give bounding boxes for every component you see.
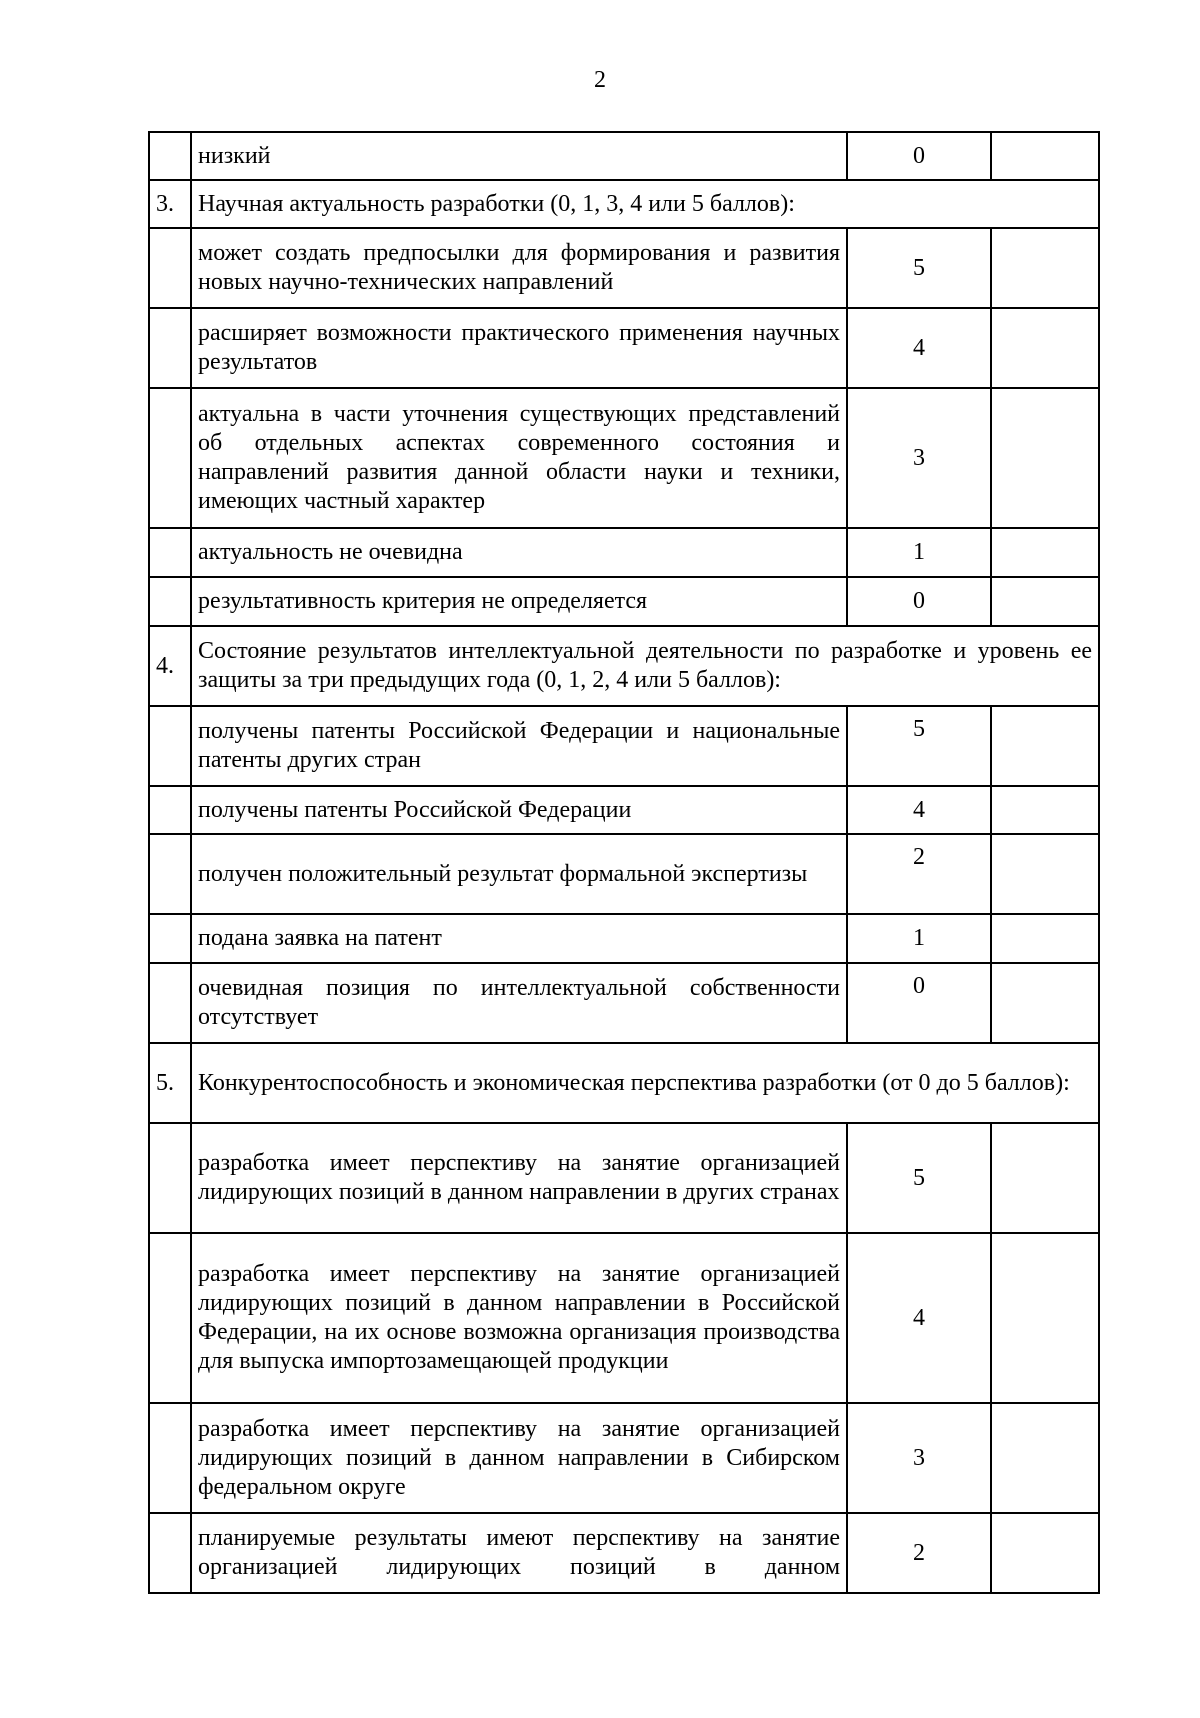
criterion-text: актуальна в части уточнения существующих представлений об отдельных аспектах современного состояния и направлений развития данной области науки и техники, имеющих частный характер xyxy=(191,388,847,528)
table-row xyxy=(149,786,1099,834)
points-cell: 3 xyxy=(847,1403,991,1513)
table-row xyxy=(149,577,1099,626)
section-title: Состояние результатов интеллектуальной деятельности по разработке и уровень ее защиты за три предыдущих года (0, 1, 2, 4 или 5 баллов): xyxy=(191,626,1099,706)
table-row xyxy=(149,963,1099,1043)
score-cell xyxy=(991,786,1099,834)
points-cell: 3 xyxy=(847,388,991,528)
score-cell xyxy=(991,1513,1099,1593)
page-number: 2 xyxy=(594,67,606,93)
table-row xyxy=(149,834,1099,914)
table-row xyxy=(149,1513,1099,1593)
score-cell xyxy=(991,577,1099,626)
section-header-row xyxy=(149,626,1099,706)
points-cell: 1 xyxy=(847,528,991,577)
points-cell: 0 xyxy=(847,132,991,180)
criterion-text: разработка имеет перспективу на занятие организацией лидирующих позиций в данном направлении в Российской Федерации, на их основе возможна организация производства для выпуска импортозамещающей продукции xyxy=(191,1233,847,1403)
criterion-text: актуальность не очевидна xyxy=(191,528,847,577)
points-cell: 1 xyxy=(847,914,991,963)
criterion-text: получены патенты Российской Федерации и национальные патенты других стран xyxy=(191,706,847,786)
criterion-text: получен положительный результат формальной экспертизы xyxy=(191,834,847,914)
score-cell xyxy=(991,388,1099,528)
table-row xyxy=(149,914,1099,963)
points-cell: 4 xyxy=(847,1233,991,1403)
points-cell: 4 xyxy=(847,786,991,834)
points-cell: 2 xyxy=(847,1513,991,1593)
score-cell xyxy=(991,914,1099,963)
criterion-text: расширяет возможности практического применения научных результатов xyxy=(191,308,847,388)
criterion-text: подана заявка на патент xyxy=(191,914,847,963)
score-cell xyxy=(991,132,1099,180)
points-cell: 0 xyxy=(847,963,991,1043)
criteria-table xyxy=(148,131,1100,1594)
score-cell xyxy=(991,834,1099,914)
criterion-text: низкий xyxy=(191,132,847,180)
table-row xyxy=(149,1403,1099,1513)
criterion-text: получены патенты Российской Федерации xyxy=(191,786,847,834)
section-number: 3. xyxy=(149,180,191,228)
criterion-text: разработка имеет перспективу на занятие организацией лидирующих позиций в данном направлении в Сибирском федеральном округе xyxy=(191,1403,847,1513)
table-row xyxy=(149,388,1099,528)
table-row xyxy=(149,706,1099,786)
table-row xyxy=(149,528,1099,577)
score-cell xyxy=(991,528,1099,577)
points-cell: 5 xyxy=(847,706,991,786)
points-cell: 5 xyxy=(847,228,991,308)
section-number: 5. xyxy=(149,1043,191,1123)
criterion-text: может создать предпосылки для формирования и развития новых научно-технических направлений xyxy=(191,228,847,308)
score-cell xyxy=(991,1123,1099,1233)
section-title: Научная актуальность разработки (0, 1, 3, 4 или 5 баллов): xyxy=(191,180,1099,228)
criterion-text: планируемые результаты имеют перспективу на занятие организацией лидирующих позиций в данном xyxy=(191,1513,847,1593)
table-row xyxy=(149,1123,1099,1233)
table-row xyxy=(149,228,1099,308)
criterion-text: очевидная позиция по интеллектуальной собственности отсутствует xyxy=(191,963,847,1043)
score-cell xyxy=(991,308,1099,388)
section-header-row xyxy=(149,180,1099,228)
score-cell xyxy=(991,1233,1099,1403)
score-cell xyxy=(991,963,1099,1043)
section-header-row xyxy=(149,1043,1099,1123)
points-cell: 4 xyxy=(847,308,991,388)
points-cell: 0 xyxy=(847,577,991,626)
score-cell xyxy=(991,706,1099,786)
points-cell: 2 xyxy=(847,834,991,914)
section-title: Конкурентоспособность и экономическая перспектива разработки (от 0 до 5 баллов): xyxy=(191,1043,1099,1123)
score-cell xyxy=(991,1403,1099,1513)
points-cell: 5 xyxy=(847,1123,991,1233)
score-cell xyxy=(991,228,1099,308)
table-row xyxy=(149,132,1099,180)
table-row xyxy=(149,308,1099,388)
section-number: 4. xyxy=(149,626,191,706)
table-row xyxy=(149,1233,1099,1403)
criterion-text: разработка имеет перспективу на занятие организацией лидирующих позиций в данном направлении в других странах xyxy=(191,1123,847,1233)
criterion-text: результативность критерия не определяется xyxy=(191,577,847,626)
